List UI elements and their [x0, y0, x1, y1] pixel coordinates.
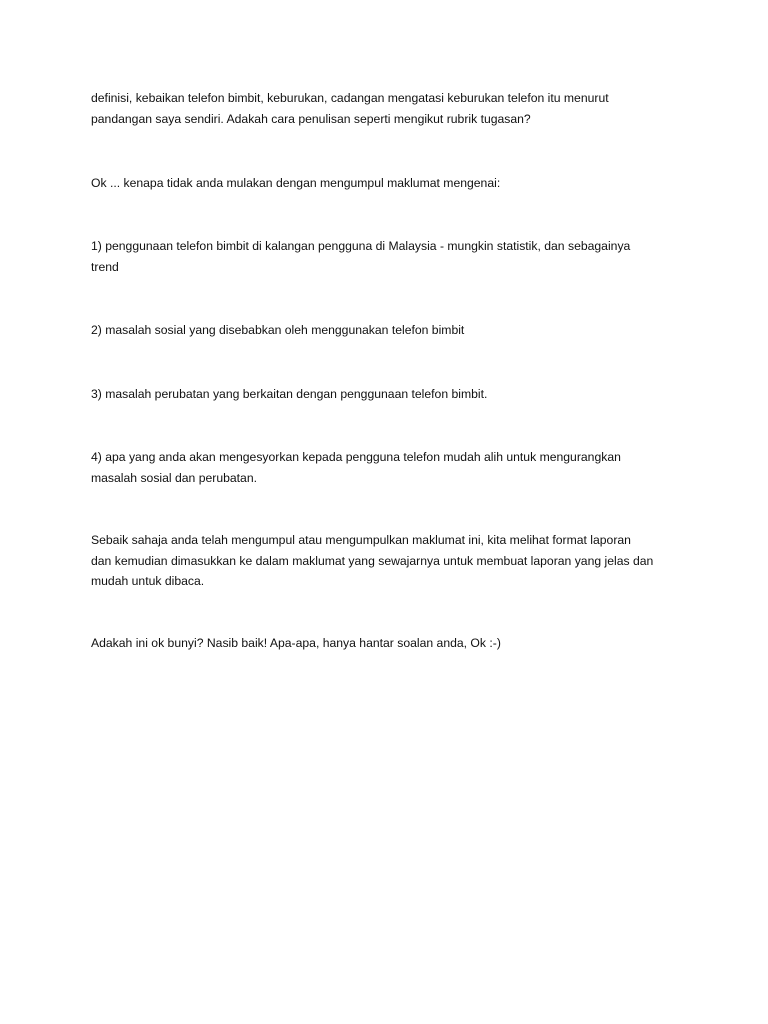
- list-item-4: [91, 447, 691, 488]
- text-line: Ok ... kenapa tidak anda mulakan dengan mengumpul maklumat mengenai:: [91, 176, 501, 190]
- text-line: trend: [91, 259, 119, 274]
- text-line: mudah untuk dibaca.: [91, 574, 205, 588]
- list-item-3: [91, 384, 691, 405]
- text-line: pandangan saya sendiri. Adakah cara penulisan seperti mengikut rubrik tugasan?: [91, 111, 531, 126]
- list-item-1: [91, 236, 691, 277]
- text-line: 3) masalah perubatan yang berkaitan dengan penggunaan telefon bimbit.: [91, 387, 488, 401]
- text-line: dan kemudian dimasukkan ke dalam maklumat yang sewajarnya untuk membuat laporan yang jelas dan: [91, 553, 654, 568]
- text-line: masalah sosial dan perubatan.: [91, 470, 257, 485]
- text-line: Sebaik sahaja anda telah mengumpul atau mengumpulkan maklumat ini, kita melihat format laporan: [91, 533, 631, 547]
- paragraph-next-steps: [91, 530, 691, 592]
- text-line: 2) masalah sosial yang disebabkan oleh menggunakan telefon bimbit: [91, 323, 465, 337]
- text-line: 1) penggunaan telefon bimbit di kalangan pengguna di Malaysia - mungkin statistik, dan sebagainya: [91, 239, 631, 253]
- list-item-2: [91, 320, 691, 341]
- paragraph-question: [91, 173, 691, 194]
- text-line: Adakah ini ok bunyi? Nasib baik! Apa-apa, hanya hantar soalan anda, Ok :-): [91, 636, 501, 650]
- text-line: definisi, kebaikan telefon bimbit, keburukan, cadangan mengatasi keburukan telefon itu menurut: [91, 91, 609, 105]
- paragraph-intro: [91, 88, 691, 129]
- text-line: 4) apa yang anda akan mengesyorkan kepada pengguna telefon mudah alih untuk mengurangkan: [91, 450, 621, 464]
- paragraph-closing: [91, 633, 691, 654]
